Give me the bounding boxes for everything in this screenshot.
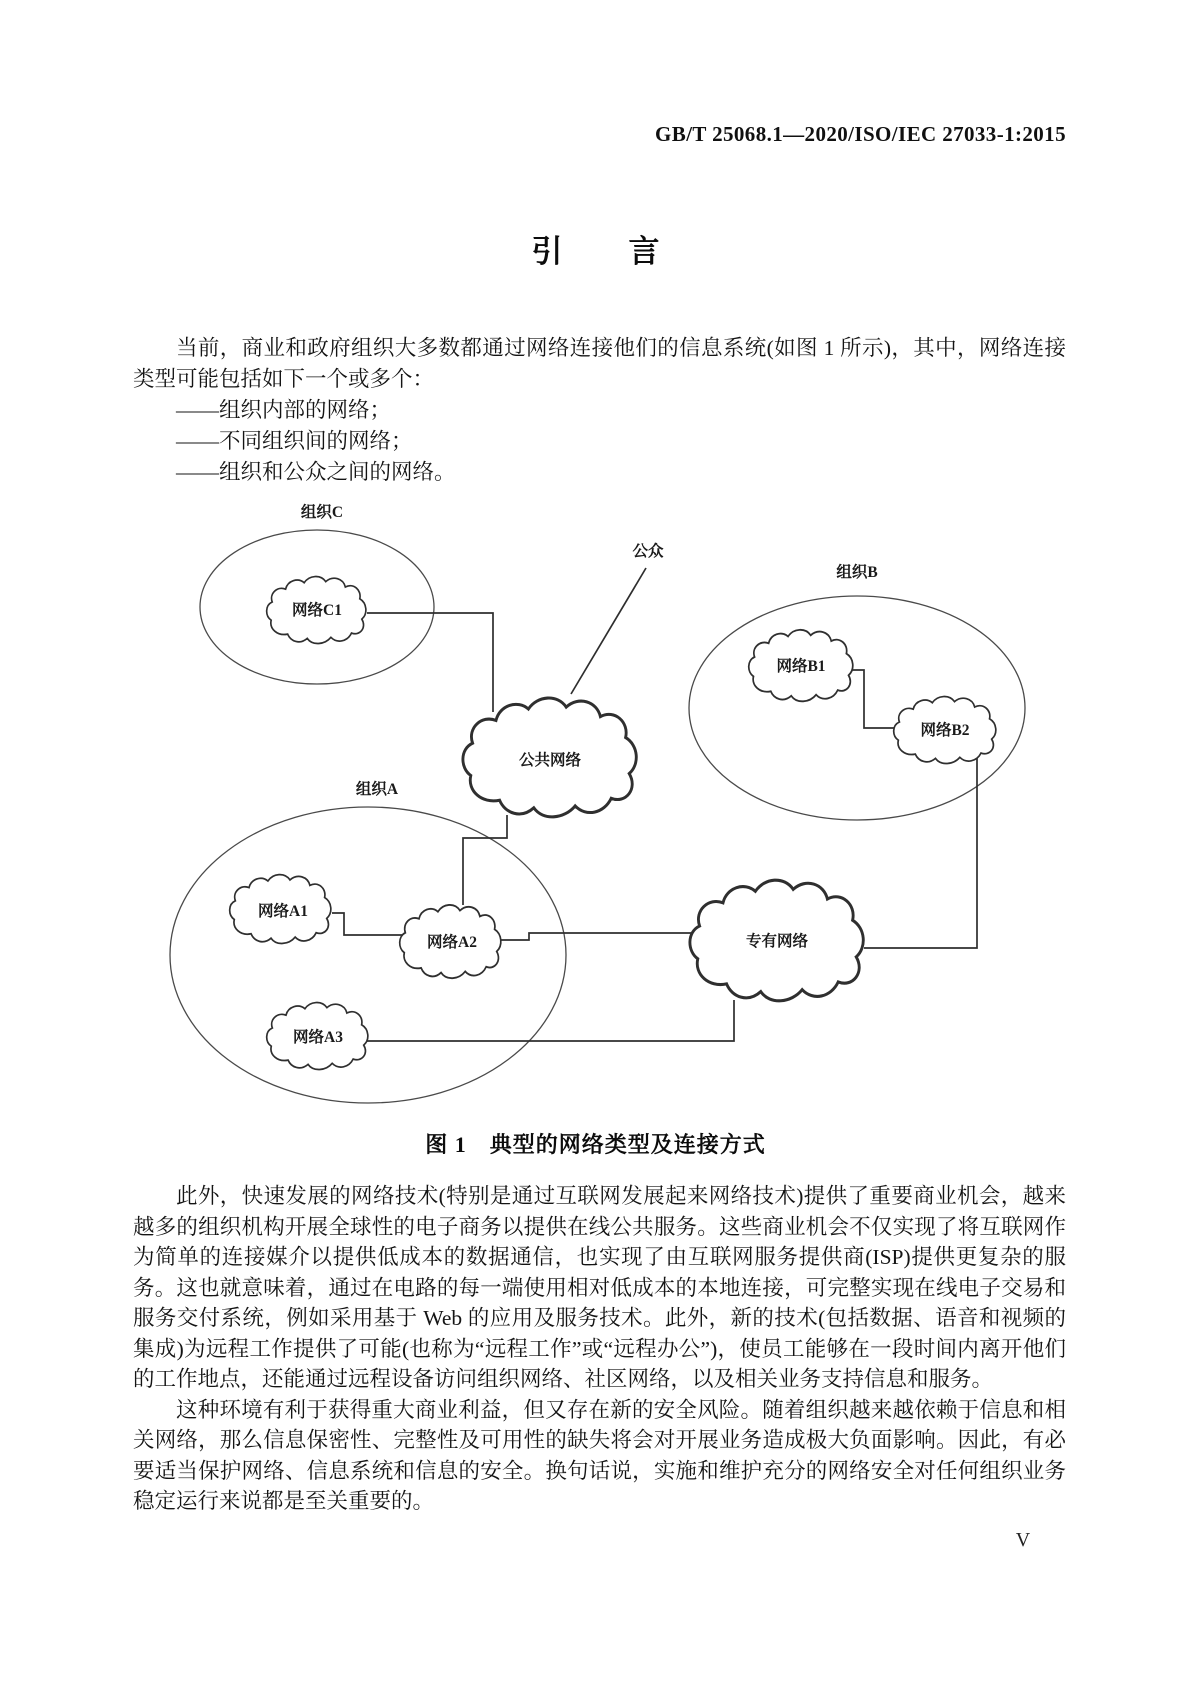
label-public-network: 公共网络 (518, 752, 582, 769)
connector-public-label-line (571, 568, 646, 694)
label-net-a1: 网络A1 (258, 903, 308, 920)
label-org-a: 组织A (355, 781, 399, 798)
connector-b2-private-network (864, 755, 977, 948)
connector-b1-b2 (850, 670, 895, 728)
label-org-b: 组织B (836, 564, 878, 581)
label-public: 公众 (632, 543, 664, 560)
bullet-internal-networks: ——组织内部的网络； (176, 398, 392, 422)
connector-a2-private-network (500, 933, 692, 940)
body-paragraph-2: 此外，快速发展的网络技术(特别是通过互联网发展起来网络技术)提供了重要商业机会，越来越多的组织机构开展全球性的电子商务以提供在线公共服务。这些商业机会不仅实现了将互联网作为简单的连接媒介以提供低成本的数据通信，也实现了由互联网服务提供商(ISP)提供更复杂的服务。这也就意味着，通过在电路的每一端使用相对低成本的本地连接，可完整实现在线电子交易和服务交付系统，例如采用基于 Web 的应用及服务技术。此外，新的技术(包括数据、语音和视频的集成)为远程工作提供了可能(也称为“远程工作”或“远程办公”)，使员工能够在一段时间内离开他们的工作地点，还能通过远程设备访问组织网络、社区网络，以及相关业务支持信息和服务。 (133, 1184, 1066, 1391)
org-a-boundary (170, 807, 566, 1103)
label-org-c: 组织C (300, 504, 344, 521)
bullet-organization-public: ——组织和公众之间的网络。 (176, 460, 456, 484)
label-net-c1: 网络C1 (292, 602, 342, 619)
standard-number-header: GB/T 25068.1—2020/ISO/IEC 27033-1:2015 (655, 122, 1066, 146)
label-net-b1: 网络B1 (776, 658, 826, 675)
title-char-2: 言 (628, 234, 660, 269)
figure-caption: 图 1 典型的网络类型及连接方式 (425, 1132, 766, 1157)
label-net-b2: 网络B2 (920, 722, 970, 739)
label-private-network: 专有网络 (745, 933, 809, 950)
page-number: V (1015, 1529, 1031, 1551)
body-paragraph-block (133, 1181, 1066, 1517)
body-paragraph-3: 这种环境有利于获得重大商业利益，但又存在新的安全风险。随着组织越来越依赖于信息和相关网络，那么信息保密性、完整性及可用性的缺失将会对开展业务造成极大负面影响。因此，有必要适当保护网络、信息系统和信息的安全。换句话说，实施和维护充分的网络安全对任何组织业务稳定运行来说都是至关重要的。 (133, 1397, 1066, 1513)
label-net-a2: 网络A2 (427, 934, 477, 951)
bullet-between-organizations: ——不同组织间的网络； (176, 429, 413, 453)
title-char-1: 引 (531, 234, 563, 269)
connector-a1-a2 (332, 913, 403, 935)
intro-paragraph: 当前，商业和政府组织大多数都通过网络连接他们的信息系统(如图 1 所示)，其中，网络连接类型可能包括如下一个或多个： (133, 336, 1066, 391)
connector-a3-private-network (365, 1000, 734, 1041)
label-net-a3: 网络A3 (293, 1029, 343, 1046)
